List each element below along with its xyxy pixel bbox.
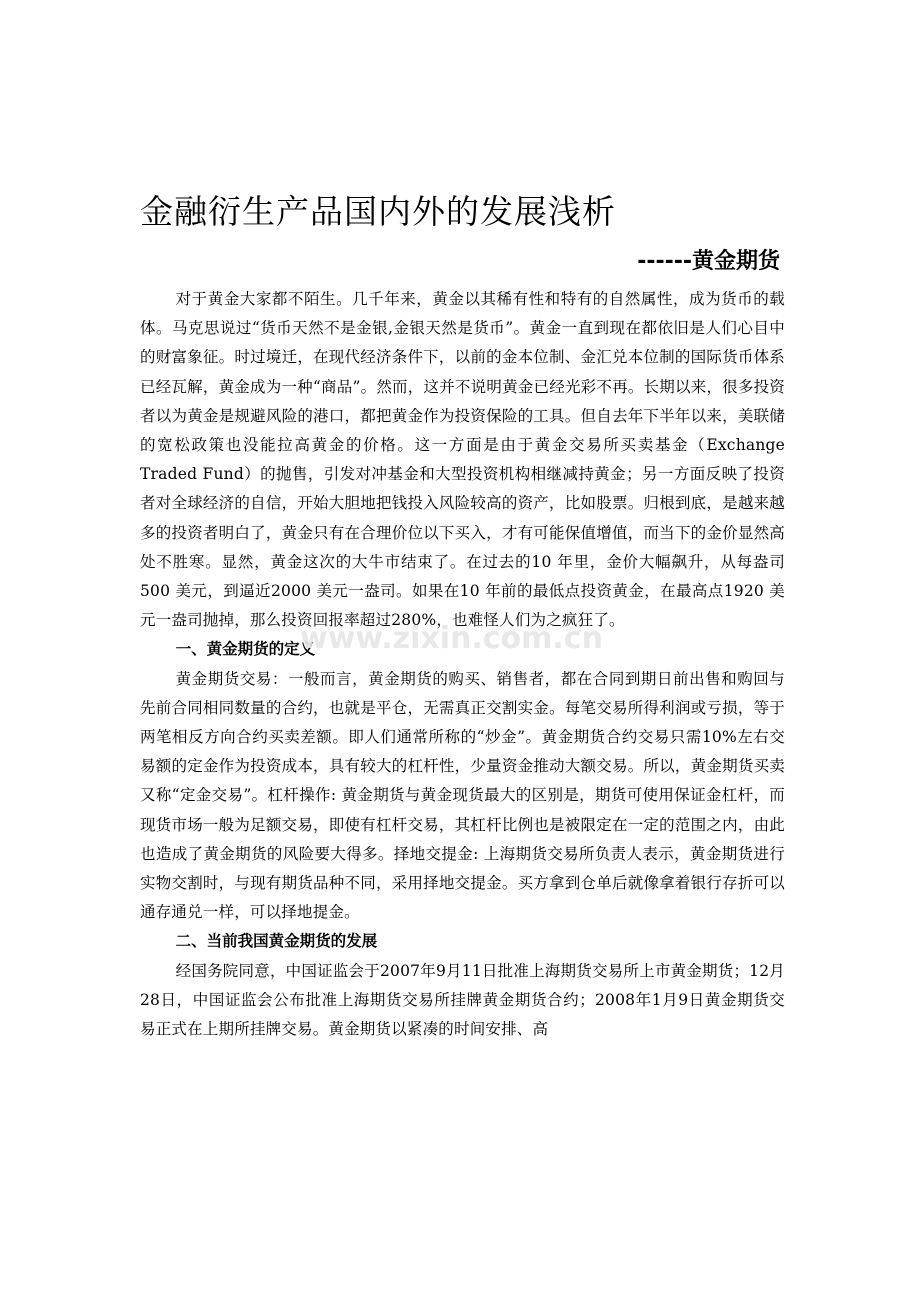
paragraph-development: 经国务院同意，中国证监会于2007年9月11日批准上海期货交易所上市黄金期货；12月28日，中国证监会公布批准上海期货交易所挂牌黄金期货合约；2008年1月9日黄金期货交易正式在上期所挂牌交易。黄金期货以紧凑的时间安排、高 <box>140 961 785 1039</box>
section-heading-definition: 一、黄金期货的定义 <box>175 640 316 659</box>
document-subtitle: ------黄金期货 <box>637 249 780 274</box>
paragraph-intro: 对于黄金大家都不陌生。几千年来，黄金以其稀有性和特有的自然属性，成为货币的载体。马克思说过“货币天然不是金银,金银天然是货币”。黄金一直到现在都依旧是人们心目中的财富象征。时过境迁，在现代经济条件下，以前的金本位制、金汇兑本位制的国际货币体系已经瓦解，黄金成为一种“商品”。然而，这并不说明黄金已经光彩不再。长期以来，很多投资者以为黄金是规避风险的港口，都把黄金作为投资保险的工具。但自去年下半年以来，美联储的宽松政策也没能拉高黄金的价格。这一方面是由于黄金交易所买卖基金（Exchange Traded Fund）的抛售，引发对冲基金和大型投资机构相继减持黄金；另一方面反映了投资者对全球经济的自信，开始大胆地把钱投入风险较高的资产，比如股票。归根到底，是越来越多的投资者明白了，黄金只有在合理价位以下买入，才有可能保值增值，而当下的金价显然高处不胜寒。显然，黄金这次的大牛市结束了。在过去的10 年里，金价大幅飙升，从每盎司500 美元，到逼近2000 美元一盎司。如果在10 年前的最低点投资黄金，在最高点1920 美元一盎司抛掉，那么投资回报率超过280%，也难怪人们为之疯狂了。 <box>140 290 785 630</box>
document-title: 金融衍生产品国内外的发展浅析 <box>140 192 616 231</box>
paragraph-definition: 黄金期货交易：一般而言，黄金期货的购买、销售者，都在合同到期日前出售和购回与先前合同相同数量的合约，也就是平仓，无需真正交割实金。每笔交易所得利润或亏损，等于两笔相反方向合约买卖差额。即人们通常所称的“炒金”。黄金期货合约交易只需10%左右交易额的定金作为投资成本，具有较大的杠杆性，少量资金推动大额交易。所以，黄金期货买卖又称“定金交易”。杠杆操作: 黄金期货与黄金现货最大的区别是，期货可使用保证金杠杆，而现货市场一般为足额交易，即使有杠杆交易，其杠杆比例也是被限定在一定的范围之内，由此也造成了黄金期货的风险要大得多。择地交提金: 上海期货交易所负责人表示，黄金期货进行实物交割时，与现有期货品种不同，采用择地交提金。买方拿到仓单后就像拿着银行存折可以通存通兑一样，可以择地提金。 <box>140 669 785 922</box>
watermark-text: www.zixin.com.cn <box>300 621 603 656</box>
section-heading-development: 二、当前我国黄金期货的发展 <box>175 932 378 951</box>
document-page <box>140 0 785 1302</box>
document-body <box>140 285 785 1044</box>
